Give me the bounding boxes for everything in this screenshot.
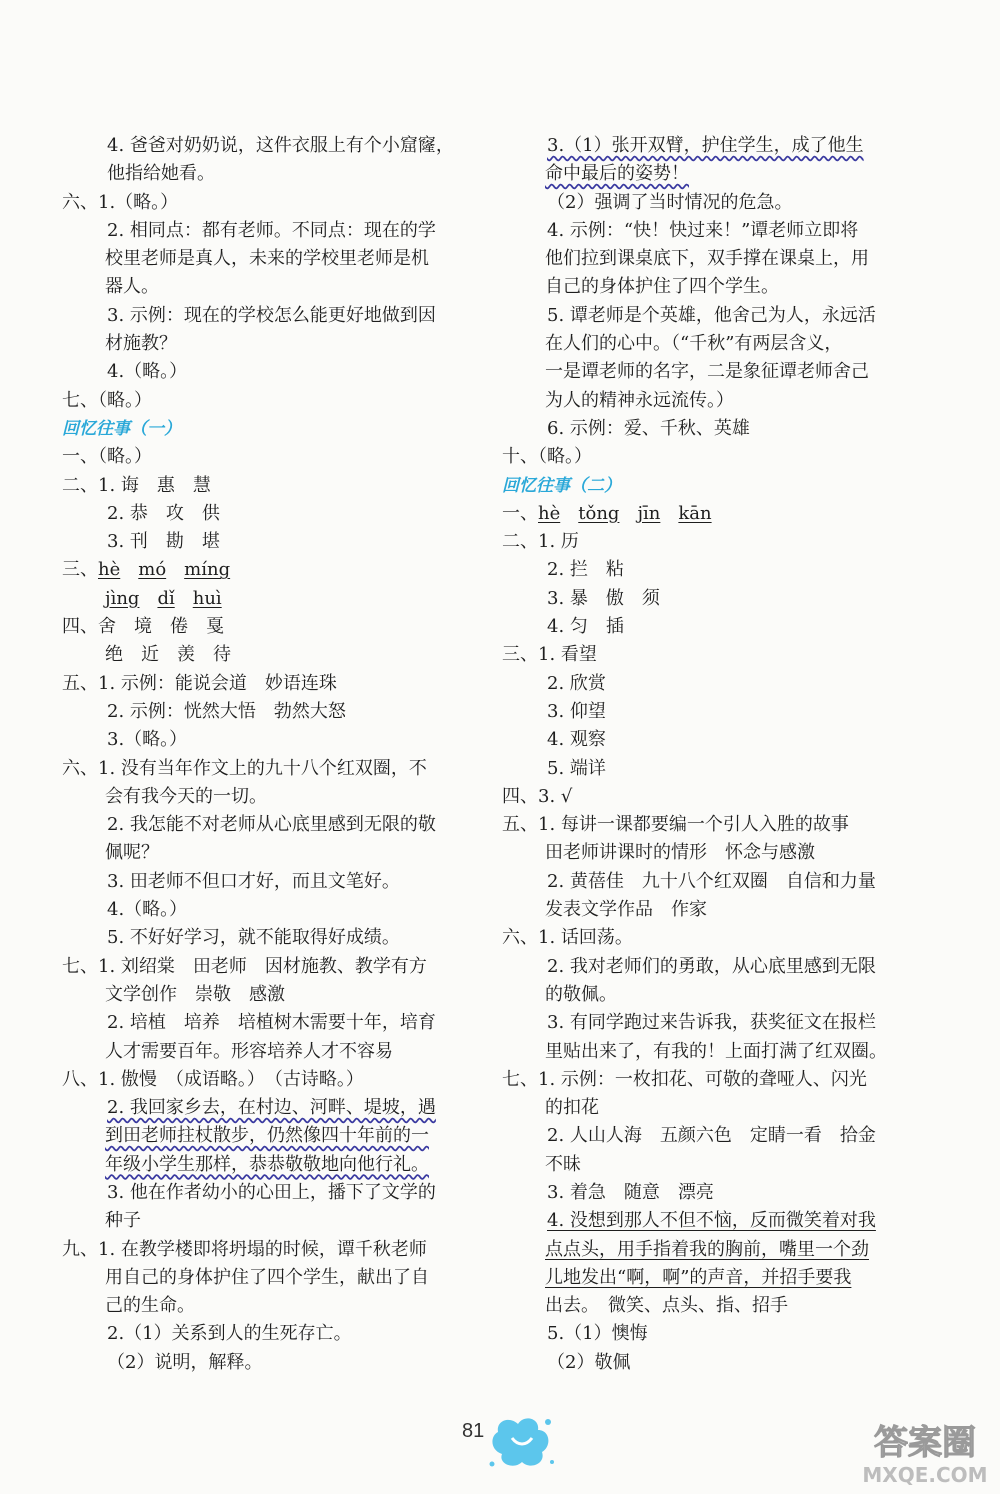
line-text: 5. 谭老师是个英雄，他舍己为人，永远活 xyxy=(547,304,876,326)
watermark-logo xyxy=(860,1416,990,1490)
line-text: 里贴出来了，有我的！上面打满了红双圈。 xyxy=(545,1040,887,1062)
line-text: 命中最后的姿势！ xyxy=(545,163,689,185)
line-text: 2. 培植 培养 培植树木需要十年，培育 xyxy=(107,1012,436,1034)
left-line xyxy=(62,415,482,443)
pinyin-answer: dǐ xyxy=(157,587,175,609)
pinyin-answer: kān xyxy=(678,502,712,524)
right-line xyxy=(502,1179,922,1207)
right-line xyxy=(502,500,922,528)
left-line xyxy=(62,1179,482,1207)
left-line xyxy=(62,1151,482,1179)
svg-text:答案圈: 答案圈 xyxy=(874,1423,976,1463)
line-text: 2. 人山人海 五颜六色 定睛一看 拾金 xyxy=(547,1125,876,1147)
line-text: 种子 xyxy=(105,1210,141,1232)
line-text: 3. 刊 勘 堪 xyxy=(107,531,220,553)
right-line xyxy=(502,1122,922,1150)
line-text: （2）强调了当时情况的危急。 xyxy=(547,191,793,213)
line-text: 六、1.（略。） xyxy=(62,191,179,213)
right-line xyxy=(502,132,922,160)
line-text: 六、1. 话回荡。 xyxy=(502,927,633,949)
left-line xyxy=(62,1292,482,1320)
line-text: 人才需要百年。形容培养人才不容易 xyxy=(105,1040,393,1062)
left-line xyxy=(62,1320,482,1348)
line-text: 一、 xyxy=(502,502,538,524)
left-line xyxy=(62,1009,482,1037)
line-text: 他指给她看。 xyxy=(107,163,215,185)
right-line xyxy=(502,783,922,811)
water-splash-icon xyxy=(488,1412,558,1474)
right-line xyxy=(502,1264,922,1292)
right-line xyxy=(502,896,922,924)
svg-text:MXQE.COM: MXQE.COM xyxy=(862,1463,988,1487)
line-text: 4. 匀 插 xyxy=(547,616,624,638)
line-text: 六、1. 没有当年作文上的九十八个红双圈，不 xyxy=(62,757,427,779)
right-line xyxy=(502,387,922,415)
right-line xyxy=(502,981,922,1009)
left-line xyxy=(62,641,482,669)
line-text: 四、3. √ xyxy=(502,785,573,807)
left-line xyxy=(62,1094,482,1122)
line-text: 七、（略。） xyxy=(62,389,152,411)
right-line xyxy=(502,585,922,613)
pinyin-answer: jīn xyxy=(637,502,661,524)
line-text: 一是谭老师的名字，二是象征谭老师舍己 xyxy=(545,361,869,383)
line-text: 3.（略。） xyxy=(107,729,188,751)
right-line xyxy=(502,1236,922,1264)
line-text: 2. 欣赏 xyxy=(547,672,606,694)
right-line xyxy=(502,868,922,896)
pinyin-answer: tǒng xyxy=(578,502,620,524)
right-line xyxy=(502,726,922,754)
pinyin-answer: jìng xyxy=(105,587,140,609)
left-line xyxy=(62,1066,482,1094)
left-line xyxy=(62,387,482,415)
line-text: 2. 我怎能不对老师从心底里感到无限的敬 xyxy=(107,814,436,836)
right-line xyxy=(502,556,922,584)
line-text: 他们拉到课桌底下，双手撑在课桌上，用 xyxy=(545,248,869,270)
line-text: 5. 不好好学习，就不能取得好成绩。 xyxy=(107,927,400,949)
left-line xyxy=(62,556,482,584)
pinyin-answer: míng xyxy=(184,559,231,581)
right-column xyxy=(502,132,922,1377)
line-text: 儿地发出“啊，啊”的声音，并招手要我 xyxy=(545,1266,852,1288)
left-line xyxy=(62,528,482,556)
right-line xyxy=(502,698,922,726)
left-line xyxy=(62,132,482,160)
right-line xyxy=(502,1320,922,1348)
line-text: 3.（1）张开双臂，护住学生，成了他生 xyxy=(547,135,864,156)
line-text: 三、1. 看望 xyxy=(502,644,597,666)
line-text: 回忆往事（一） xyxy=(62,418,181,439)
line-text: 佩呢？ xyxy=(105,842,159,864)
line-text: 2.（1）关系到人的生死存亡。 xyxy=(107,1323,352,1345)
left-line xyxy=(62,1122,482,1150)
line-text: 五、1. 每讲一课都要编一个引人入胜的故事 xyxy=(502,814,849,836)
line-text: 回忆往事（二） xyxy=(502,475,621,496)
right-line xyxy=(502,443,922,471)
left-line xyxy=(62,755,482,783)
line-text: 二、1. 历 xyxy=(502,531,579,553)
line-text: 一、（略。） xyxy=(62,446,152,468)
line-text: 二、1. 诲 惠 慧 xyxy=(62,474,211,496)
right-line xyxy=(502,1009,922,1037)
line-text: 4. 没想到那人不但不恼，反而微笑着对我 xyxy=(547,1210,876,1232)
left-line xyxy=(62,217,482,245)
line-text: 3. 示例：现在的学校怎么能更好地做到因 xyxy=(107,304,436,326)
left-line xyxy=(62,811,482,839)
right-line xyxy=(502,1207,922,1235)
line-text: 发表文学作品 作家 xyxy=(545,899,707,921)
page-number: 81 xyxy=(462,1420,485,1442)
line-text: 2. 示例：恍然大悟 勃然大怒 xyxy=(107,700,346,722)
line-text: 4. 观察 xyxy=(547,729,606,751)
line-text: 不昧 xyxy=(545,1153,581,1175)
left-line xyxy=(62,443,482,471)
left-line xyxy=(62,472,482,500)
line-text: 3. 有同学跑过来告诉我，获奖征文在报栏 xyxy=(547,1012,876,1034)
right-line xyxy=(502,273,922,301)
left-line xyxy=(62,585,482,613)
line-text: 会有我今天的一切。 xyxy=(105,785,267,807)
left-line xyxy=(62,896,482,924)
right-line xyxy=(502,641,922,669)
left-line xyxy=(62,613,482,641)
right-line xyxy=(502,358,922,386)
left-line xyxy=(62,1349,482,1377)
right-line xyxy=(502,472,922,500)
line-text: 出去。 微笑、点头、指、招手 xyxy=(545,1295,788,1317)
line-text: 4. 示例：“快！快过来！”谭老师立即将 xyxy=(547,219,859,241)
right-line xyxy=(502,245,922,273)
left-line xyxy=(62,981,482,1009)
line-text: 2. 我回家乡去，在村边、河畔、堤坡，遇 xyxy=(107,1097,436,1119)
right-line xyxy=(502,755,922,783)
right-line xyxy=(502,924,922,952)
line-text: 的扣花 xyxy=(545,1097,599,1119)
right-line xyxy=(502,160,922,188)
line-text: 十、（略。） xyxy=(502,446,592,468)
line-text: 在人们的心中。（“千秋”有两层含义， xyxy=(545,333,843,355)
line-text: 器人。 xyxy=(105,276,159,298)
left-column xyxy=(62,132,482,1377)
right-line xyxy=(502,839,922,867)
right-line xyxy=(502,415,922,443)
line-text: 五、1. 示例：能说会道 妙语连珠 xyxy=(62,672,337,694)
line-text: 年级小学生那样，恭恭敬敬地向他行礼。 xyxy=(105,1153,429,1175)
line-text: 3. 暴 傲 须 xyxy=(547,587,660,609)
line-text: 4.（略。） xyxy=(107,899,188,921)
line-text: 绝 近 羡 待 xyxy=(105,644,231,666)
line-text: 2. 恭 攻 供 xyxy=(107,502,220,524)
right-line xyxy=(502,189,922,217)
line-text: 2. 拦 粘 xyxy=(547,559,624,581)
right-line xyxy=(502,953,922,981)
line-text: 九、1. 在教学楼即将坍塌的时候，谭千秋老师 xyxy=(62,1238,427,1260)
line-text: 田老师讲课时的情形 怀念与感激 xyxy=(545,842,815,864)
line-text: 用自己的身体护住了四个学生，献出了自 xyxy=(105,1266,429,1288)
right-line xyxy=(502,528,922,556)
right-line xyxy=(502,1151,922,1179)
left-line xyxy=(62,953,482,981)
left-line xyxy=(62,783,482,811)
line-text: 三、 xyxy=(62,559,98,581)
left-line xyxy=(62,726,482,754)
pinyin-answer: huì xyxy=(192,587,222,609)
line-text: 5. 端详 xyxy=(547,757,606,779)
pinyin-answer: hè xyxy=(98,559,121,581)
line-text: （2）敬佩 xyxy=(547,1351,631,1373)
line-text: 4.（略。） xyxy=(107,361,188,383)
right-line xyxy=(502,1094,922,1122)
line-text: 2. 黄蓓佳 九十八个红双圈 自信和力量 xyxy=(547,870,876,892)
left-line xyxy=(62,1207,482,1235)
line-text: 校里老师是真人，未来的学校里老师是机 xyxy=(105,248,429,270)
pinyin-answer: hè xyxy=(538,502,561,524)
left-line xyxy=(62,839,482,867)
line-text: 为人的精神永远流传。） xyxy=(545,389,734,411)
line-text: 己的生命。 xyxy=(105,1295,195,1317)
right-line xyxy=(502,1066,922,1094)
line-text: 3. 他在作者幼小的心田上，播下了文学的 xyxy=(107,1181,436,1203)
left-line xyxy=(62,358,482,386)
line-text: 材施教？ xyxy=(105,333,177,355)
line-text: 3. 仰望 xyxy=(547,700,606,722)
right-line xyxy=(502,613,922,641)
left-line xyxy=(62,868,482,896)
line-text: （2）说明，解释。 xyxy=(107,1351,263,1373)
page-footer xyxy=(0,1412,1000,1494)
left-line xyxy=(62,698,482,726)
line-text: 七、1. 刘绍棠 田老师 因材施教、教学有方 xyxy=(62,955,427,977)
pinyin-answer: mó xyxy=(138,559,167,581)
right-line xyxy=(502,1349,922,1377)
line-text: 3. 着急 随意 漂亮 xyxy=(547,1181,714,1203)
left-line xyxy=(62,924,482,952)
right-line xyxy=(502,302,922,330)
line-text: 文学创作 崇敬 感激 xyxy=(105,983,285,1005)
right-line xyxy=(502,670,922,698)
left-line xyxy=(62,670,482,698)
line-text: 2. 我对老师们的勇敢，从心底里感到无限 xyxy=(547,955,876,977)
line-text: 6. 示例：爱、千秋、英雄 xyxy=(547,417,750,439)
left-line xyxy=(62,1236,482,1264)
left-line xyxy=(62,273,482,301)
left-line xyxy=(62,330,482,358)
line-text: 到田老师拄杖散步，仍然像四十年前的一 xyxy=(105,1125,429,1147)
line-text: 3. 田老师不但口才好，而且文笔好。 xyxy=(107,870,400,892)
line-text: 的敬佩。 xyxy=(545,983,617,1005)
line-text: 八、1. 傲慢 （成语略。） （古诗略。） xyxy=(62,1068,364,1090)
left-line xyxy=(62,500,482,528)
left-line xyxy=(62,189,482,217)
line-text: 2. 相同点：都有老师。不同点：现在的学 xyxy=(107,219,436,241)
line-text: 5.（1）懊悔 xyxy=(547,1323,648,1345)
line-text: 自己的身体护住了四个学生。 xyxy=(545,276,779,298)
right-line xyxy=(502,1038,922,1066)
left-line xyxy=(62,245,482,273)
line-text: 点点头，用手指着我的胸前，嘴里一个劲 xyxy=(545,1238,869,1260)
line-text: 四、舍 境 倦 戛 xyxy=(62,616,224,638)
right-line xyxy=(502,217,922,245)
left-line xyxy=(62,302,482,330)
line-text: 七、1. 示例：一枚扣花、可敬的聋哑人、闪光 xyxy=(502,1068,867,1090)
right-line xyxy=(502,1292,922,1320)
right-line xyxy=(502,811,922,839)
left-line xyxy=(62,160,482,188)
line-text: 4. 爸爸对奶奶说，这件衣服上有个小窟窿， xyxy=(107,135,454,156)
left-line xyxy=(62,1264,482,1292)
left-line xyxy=(62,1038,482,1066)
right-line xyxy=(502,330,922,358)
